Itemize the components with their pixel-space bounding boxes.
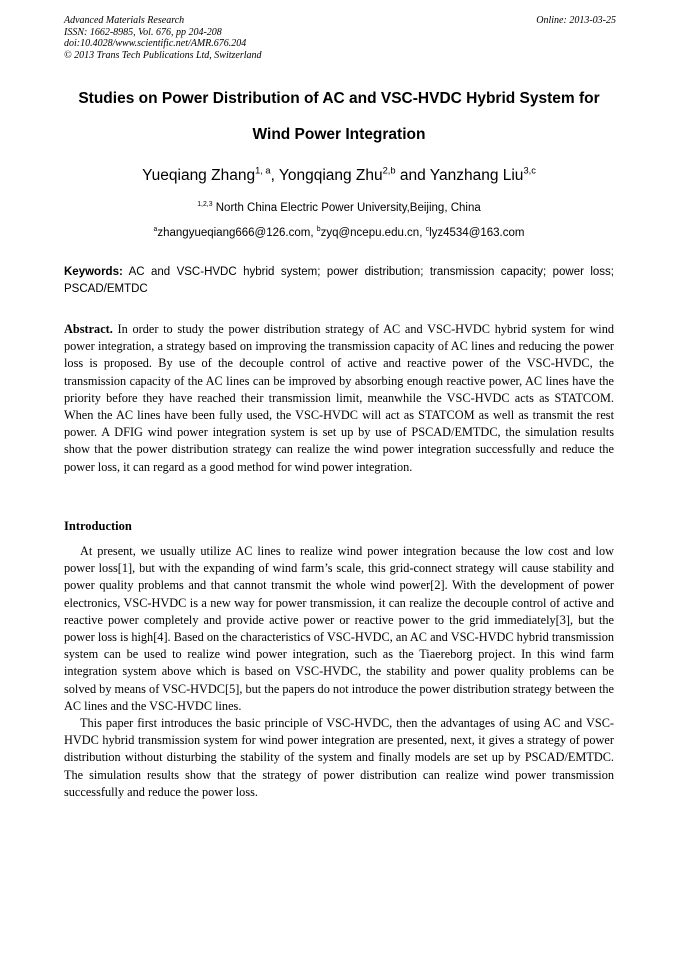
journal-name: Advanced Materials Research bbox=[64, 15, 185, 26]
email-text: lyz4534@163.com bbox=[429, 227, 525, 239]
section-heading-introduction: Introduction bbox=[64, 519, 132, 533]
intro-paragraph-2: This paper first introduces the basic principle of VSC-HVDC, then the advantages of using AC and VSC-HVDC hybrid transmission system for wind power integration are presented, next, it gives a strategy of power distribution without disturbing the stability of the system and finally models are set up by PSCAD/EMTDC. The simulation results show that the strategy of power distribution can realize wind power transmission successfully and reduce the power loss. bbox=[64, 716, 614, 799]
abstract-label: Abstract. bbox=[64, 322, 113, 336]
email-text: zyq@ncepu.edu.cn, bbox=[320, 227, 426, 239]
author-sup: 3,c bbox=[523, 165, 536, 176]
copyright-line: © 2013 Trans Tech Publications Ltd, Switzerland bbox=[64, 49, 262, 61]
author-sep: and bbox=[395, 167, 430, 184]
keywords-block bbox=[64, 264, 614, 298]
doi-line: doi:10.4028/www.scientific.net/AMR.676.204 bbox=[64, 38, 247, 49]
author-name: Yueqiang Zhang bbox=[142, 167, 256, 184]
paper-title-line-1: Studies on Power Distribution of AC and VSC-HVDC Hybrid System for bbox=[78, 90, 600, 107]
author-list bbox=[40, 167, 638, 185]
abstract-text: In order to study the power distribution strategy of AC and VSC-HVDC hybrid system for wind power integration, a strategy based on improving the transmission capacity of AC lines and reducing the power loss is proposed. By use of the decouple control of active and reactive power of the VSC-HVDC, the transmission capacity of the AC lines can be improved by absorbing enough reactive power, AC lines have the priority before they have reached their transmission limit, meanwhile the VSC-HVDC acts as STATCOM. When the AC lines have been fully used, the VSC-HVDC will act as STATCOM as well as transmit the rest power. A DFIG wind power integration system is set up by use of PSCAD/EMTDC, the simulation results show that the power distribution strategy can realize the wind power integration successfully and reduce the power loss, it can regard as a good method for wind power integration. bbox=[64, 322, 614, 474]
intro-paragraph-1: At present, we usually utilize AC lines to realize wind power integration because the low cost and low power loss[1], but with the expanding of wind farm’s scale, this grid-connect strategy will cause stability and power quality problems and that cannot transmit the whole wind power[2]. With the development of power electronics, VSC-HVDC is a new way for power transmission, it can realize the decouple control of active and reactive power completely and provide active power or reactive power to the grid immediately[3], but the power loss is high[4]. Based on the characteristics of VSC-HVDC, an AC and VSC-HVDC hybrid transmission system can be used to realize wind power integration, such as the Tiaereborg project. In this wind farm integration system above which is based on VSC-HVDC, the stability and power quality problems can be solved by means of VSC-HVDC[5], but the papers do not introduce the power distribution strategy between the AC lines and the VSC-HVDC lines. bbox=[64, 544, 614, 713]
affiliation bbox=[40, 202, 638, 214]
email-sup: b bbox=[316, 226, 321, 234]
keywords-label: Keywords: bbox=[64, 266, 123, 278]
online-date: Online: 2013-03-25 bbox=[536, 15, 616, 26]
journal-header bbox=[64, 15, 616, 61]
abstract-block bbox=[64, 321, 614, 476]
affiliation-text: North China Electric Power University,Beijing, China bbox=[212, 202, 481, 214]
keywords-text: AC and VSC-HVDC hybrid system; power distribution; transmission capacity; power loss; PSCAD/EMTDC bbox=[64, 266, 614, 295]
author-sep: , bbox=[270, 167, 279, 184]
author-sup: 1, a bbox=[255, 165, 271, 176]
email-text: zhangyueqiang666@126.com, bbox=[157, 227, 317, 239]
introduction-body bbox=[64, 543, 614, 801]
email-list bbox=[40, 227, 638, 239]
author-name: Yanzhang Liu bbox=[429, 167, 524, 184]
issn-line: ISSN: 1662-8985, Vol. 676, pp 204-208 bbox=[64, 26, 222, 38]
author-sup: 2,b bbox=[382, 165, 396, 176]
affiliation-sup: 1,2,3 bbox=[197, 201, 213, 209]
paper-title-line-2: Wind Power Integration bbox=[252, 126, 426, 143]
email-sup: c bbox=[425, 226, 430, 234]
email-sup: a bbox=[153, 226, 158, 234]
author-name: Yongqiang Zhu bbox=[278, 167, 383, 184]
